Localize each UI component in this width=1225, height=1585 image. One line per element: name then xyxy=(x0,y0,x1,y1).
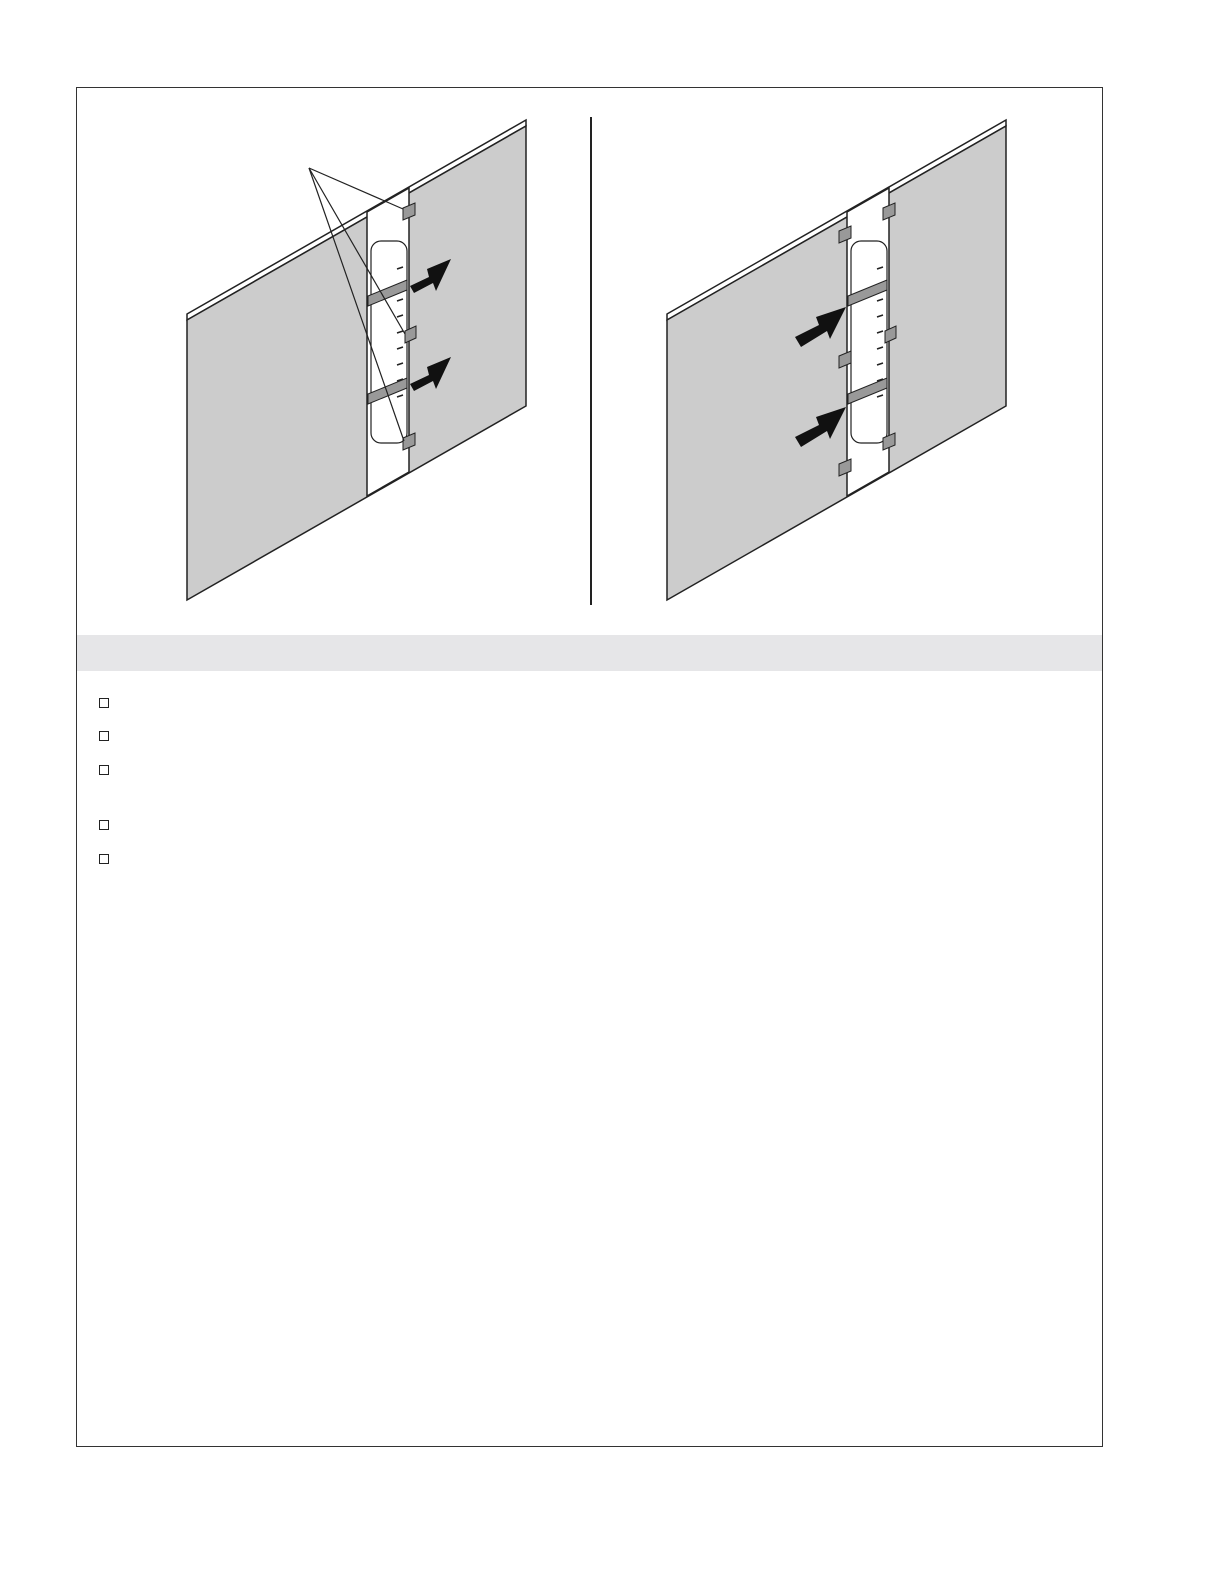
step-checkbox-3[interactable] xyxy=(99,765,109,775)
left-panel-illustration xyxy=(187,120,526,600)
installation-illustration xyxy=(77,88,1102,635)
right-panel-illustration xyxy=(667,120,1006,600)
step-checkbox-5[interactable] xyxy=(99,854,109,864)
step-checkbox-4[interactable] xyxy=(99,820,109,830)
step-header-band xyxy=(77,635,1102,671)
step-checkbox-1[interactable] xyxy=(99,698,109,708)
left-wall-panel xyxy=(187,126,526,600)
instruction-frame xyxy=(76,87,1103,1447)
right-wall-panel xyxy=(667,126,1006,600)
right-handle-cutout xyxy=(851,241,887,443)
step-checkbox-2[interactable] xyxy=(99,731,109,741)
left-handle-cutout xyxy=(371,241,407,443)
